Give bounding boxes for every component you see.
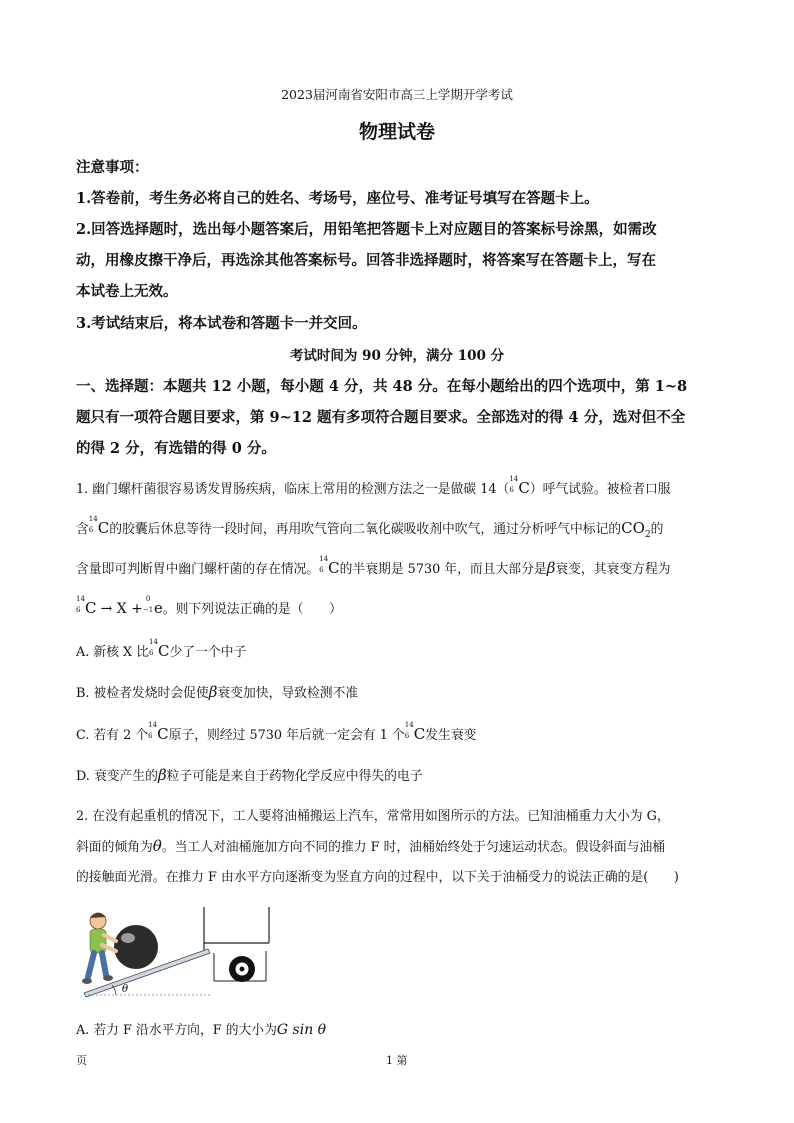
c14-isotope: 14 6 C — [148, 721, 169, 743]
oil-drum — [114, 925, 158, 969]
q1-option-c: C. 若有 2 个 14 6 C原子，则经过 5730 年后就一定会有 1 个 14 6 C发生衰变 — [76, 721, 477, 743]
theta-symbol: θ — [152, 837, 162, 855]
section1-line2: 题只有一项符合题目要求，第 9~12 题有多项符合题目要求。全部选对的得 4 分，选对但不全 — [76, 409, 686, 426]
exam-header: 2023届河南省安阳市高三上学期开学考试 — [281, 87, 513, 102]
beta-symbol: β — [546, 559, 556, 577]
q1-line4: 14 6 C → X + 0 −1 e。则下列说法正确的是（ ） — [76, 595, 342, 617]
c14-isotope: 14 6 C — [509, 475, 530, 497]
q1-option-d: D. 衰变产生的β粒子可能是来自于药物化学反应中得失的电子 — [76, 766, 423, 784]
truck — [204, 907, 269, 982]
q1-line2: 含 14 6 C的胶囊后休息等待一段时间，再用吹气管向二氧化碳吸收剂中吹气，通过分析呼气中标记的$CO_2$的 — [76, 515, 664, 540]
formula-g-sin-theta: G sin θ — [276, 1022, 327, 1038]
c14-isotope: 14 6 C — [76, 595, 97, 617]
oil-drum-ramp-figure — [76, 903, 276, 1001]
worker — [82, 913, 116, 984]
c14-isotope: 14 6 C — [404, 721, 426, 743]
notes-heading: 注意事项： — [76, 159, 149, 176]
note-2b: 动，用橡皮擦干净后，再选涂其他答案标号。回答非选择题时，将答案写在答题卡上，写在 — [76, 252, 656, 269]
q1-option-a: A. 新核 X 比 14 6 C少了一个中子 — [76, 638, 247, 660]
c14-isotope: 14 6 C — [149, 638, 170, 660]
q1-line3: 含量即可判断胃中幽门螺杆菌的存在情况。 14 6 C的半衰期是 5730 年，而且大部分是β衰变，其衰变方程为 — [76, 555, 671, 577]
c14-isotope: 14 6 C — [88, 515, 110, 537]
note-2a: 2.回答选择题时，选出每小题答案后，用铅笔把答题卡上对应题目的答案标号涂黑，如需改 — [76, 221, 657, 238]
q1-line1: 1. 幽门螺杆菌很容易诱发胃肠疾病，临床上常用的检测方法之一是做碳 14（ 14 6 C）呼气试验。被检者口服 — [76, 475, 671, 497]
electron-symbol: 0 −1 e — [142, 595, 163, 617]
footer-left: 页 — [76, 1054, 87, 1067]
c14-isotope: 14 6 C — [319, 555, 340, 577]
beta-symbol: β — [157, 766, 167, 784]
section1-line3: 的得 2 分，有选错的得 0 分。 — [76, 440, 276, 457]
q2-line2: 斜面的倾角为θ。当工人对油桶施加方向不同的推力 F 时，油桶始终处于匀速运动状态。假设斜面与油桶 — [76, 837, 666, 855]
q2-option-a: A. 若力 F 沿水平方向，F 的大小为G sin θ — [76, 1022, 327, 1038]
beta-symbol: β — [208, 683, 218, 701]
angle-label: θ — [122, 984, 129, 995]
section1-line1: 一、选择题：本题共 12 小题，每小题 4 分，共 48 分。在每小题给出的四个选项中，第 1~8 — [76, 378, 688, 395]
q2-line3: 的接触面光滑。在推力 F 由水平方向逐渐变为竖直方向的过程中，以下关于油桶受力的说法正确的是( ) — [76, 870, 679, 885]
exam-time: 考试时间为 90 分钟，满分 100 分 — [289, 348, 505, 364]
note-1: 1.答卷前，考生务必将自己的姓名、考场号，座位号、准考证号填写在答题卡上。 — [76, 190, 599, 207]
note-3: 3.考试结束后，将本试卷和答题卡一并交回。 — [76, 315, 367, 332]
page-title: 物理试卷 — [358, 121, 435, 143]
page-number: 1 第 — [386, 1054, 408, 1067]
note-2c: 本试卷上无效。 — [76, 283, 178, 300]
q2-line1: 2. 在没有起重机的情况下，工人要将油桶搬运上汽车，常常用如图所示的方法。已知油桶重力大小为 G， — [76, 809, 670, 824]
q1-option-b: B. 被检者发烧时会促使β衰变加快，导致检测不准 — [76, 683, 359, 701]
co2-formula: $CO_2$ — [621, 519, 651, 540]
decay-arrow: → X + — [100, 601, 143, 617]
